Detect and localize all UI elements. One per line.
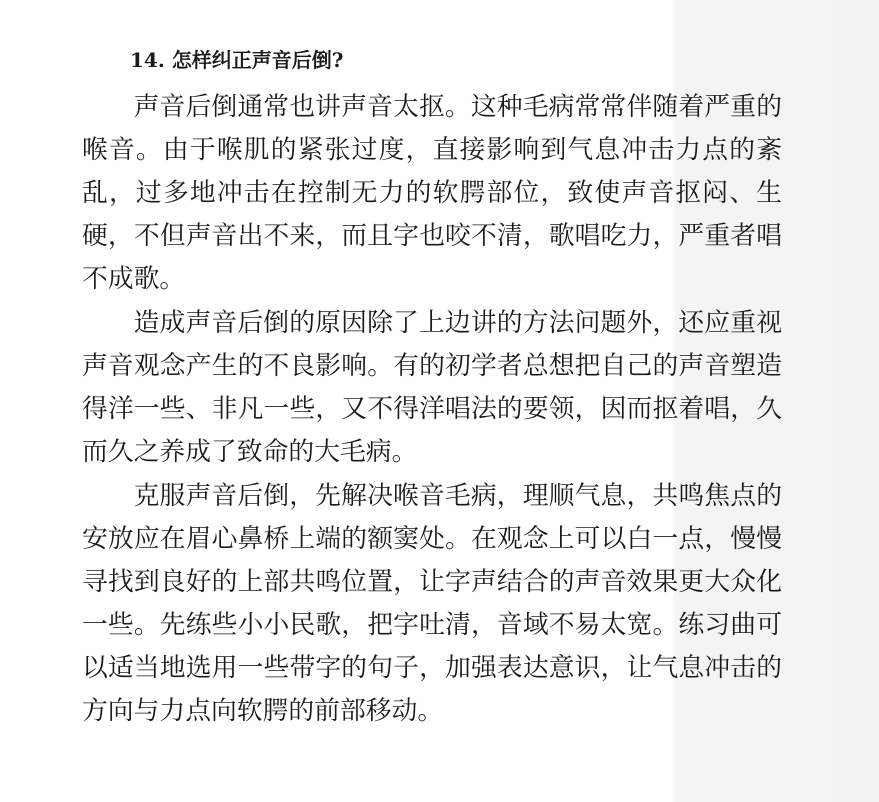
section-heading: 14. 怎样纠正声音后倒? xyxy=(130,48,344,72)
document-body xyxy=(82,40,782,734)
paragraph-1: 声音后倒通常也讲声音太抠。这种毛病常常伴随着严重的喉音。由于喉肌的紧张过度，直接影响到气息冲击力点的紊乱，过多地冲击在控制无力的软腭部位，致使声音抠闷、生硬，不但声音出不来，而且字也咬不清，歌唱吃力，严重者唱不成歌。 xyxy=(82,92,782,294)
paragraph-2: 造成声音后倒的原因除了上边讲的方法问题外，还应重视声音观念产生的不良影响。有的初学者总想把自己的声音塑造得洋一些、非凡一些，又不得洋唱法的要领，因而抠着唱，久而久之养成了致命的大毛病。 xyxy=(82,308,782,467)
paragraph-3: 克服声音后倒，先解决喉音毛病，理顺气息，共鸣焦点的安放应在眉心鼻桥上端的额窦处。在观念上可以白一点，慢慢寻找到良好的上部共鸣位置，让字声结合的声音效果更大众化一些。先练些小小民歌，把字吐清，音域不易太宽。练习曲可以适当地选用一些带字的句子，加强表达意识，让气息冲击的方向与力点向软腭的前部移动。 xyxy=(82,481,782,726)
